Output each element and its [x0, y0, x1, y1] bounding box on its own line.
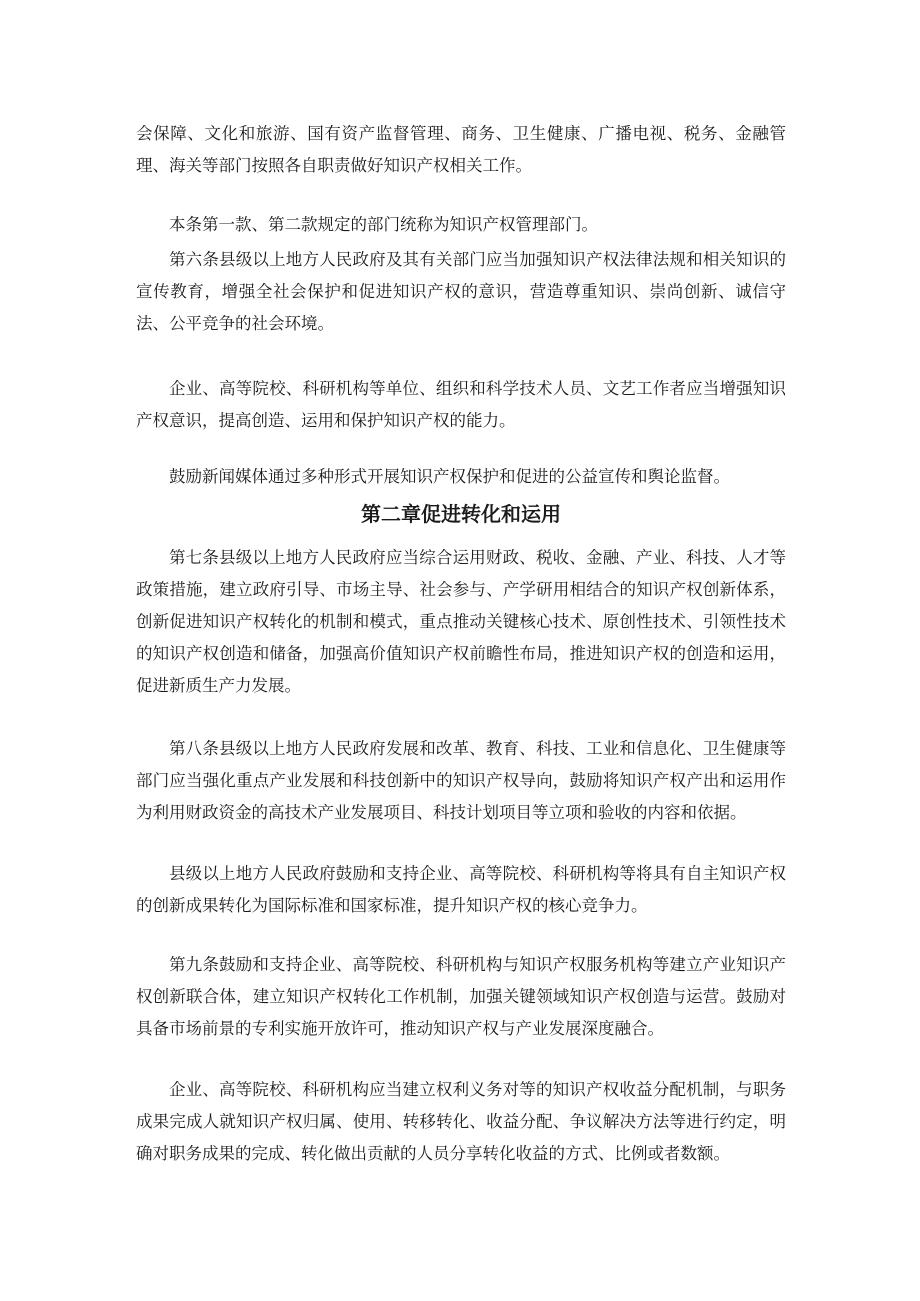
paragraph-1: 会保障、文化和旅游、国有资产监督管理、商务、卫生健康、广播电视、税务、金融管理、海关等部门按照各自职责做好知识产权相关工作。 [136, 124, 786, 175]
paragraph-5: 鼓励新闻媒体通过多种形式开展知识产权保护和促进的公益宣传和舆论监督。 [169, 467, 730, 486]
paragraph-4: 企业、高等院校、科研机构等单位、组织和科学技术人员、文艺工作者应当增强知识产权意识，提高创造、运用和保护知识产权的能力。 [136, 379, 786, 430]
paragraph-2: 本条第一款、第二款规定的部门统称为知识产权管理部门。 [169, 215, 598, 234]
paragraph-article-8: 第八条县级以上地方人民政府发展和改革、教育、科技、工业和信息化、卫生健康等部门应当强化重点产业发展和科技创新中的知识产权导向，鼓励将知识产权产出和运用作为利用财政资金的高技术产业发展项目、科技计划项目等立项和验收的内容和依据。 [136, 739, 786, 822]
paragraph-article-7: 第七条县级以上地方人民政府应当综合运用财政、税收、金融、产业、科技、人才等政策措施，建立政府引导、市场主导、社会参与、产学研用相结合的知识产权创新体系，创新促进知识产权转化的机制和模式，重点推动关键核心技术、原创性技术、引领性技术的知识产权创造和储备，加强高价值知识产权前瞻性布局，推进知识产权的创造和运用，促进新质生产力发展。 [136, 548, 786, 695]
paragraph-article-6: 第六条县级以上地方人民政府及其有关部门应当加强知识产权法律法规和相关知识的宣传教育，增强全社会保护和促进知识产权的意识，营造尊重知识、崇尚创新、诚信守法、公平竞争的社会环境。 [136, 250, 786, 333]
chapter-heading: 第二章促进转化和运用 [361, 502, 561, 526]
paragraph-9: 县级以上地方人民政府鼓励和支持企业、高等院校、科研机构等将具有自主知识产权的创新成果转化为国际标准和国家标准，提升知识产权的核心竞争力。 [136, 864, 786, 915]
paragraph-article-9: 第九条鼓励和支持企业、高等院校、科研机构与知识产权服务机构等建立产业知识产权创新联合体，建立知识产权转化工作机制，加强关键领域知识产权创造与运营。鼓励对具备市场前景的专利实施开放许可，推动知识产权与产业发展深度融合。 [136, 955, 786, 1038]
paragraph-11: 企业、高等院校、科研机构应当建立权利义务对等的知识产权收益分配机制，与职务成果完成人就知识产权归属、使用、转移转化、收益分配、争议解决方法等进行约定，明确对职务成果的完成、转化做出贡献的人员分享转化收益的方式、比例或者数额。 [136, 1080, 786, 1163]
